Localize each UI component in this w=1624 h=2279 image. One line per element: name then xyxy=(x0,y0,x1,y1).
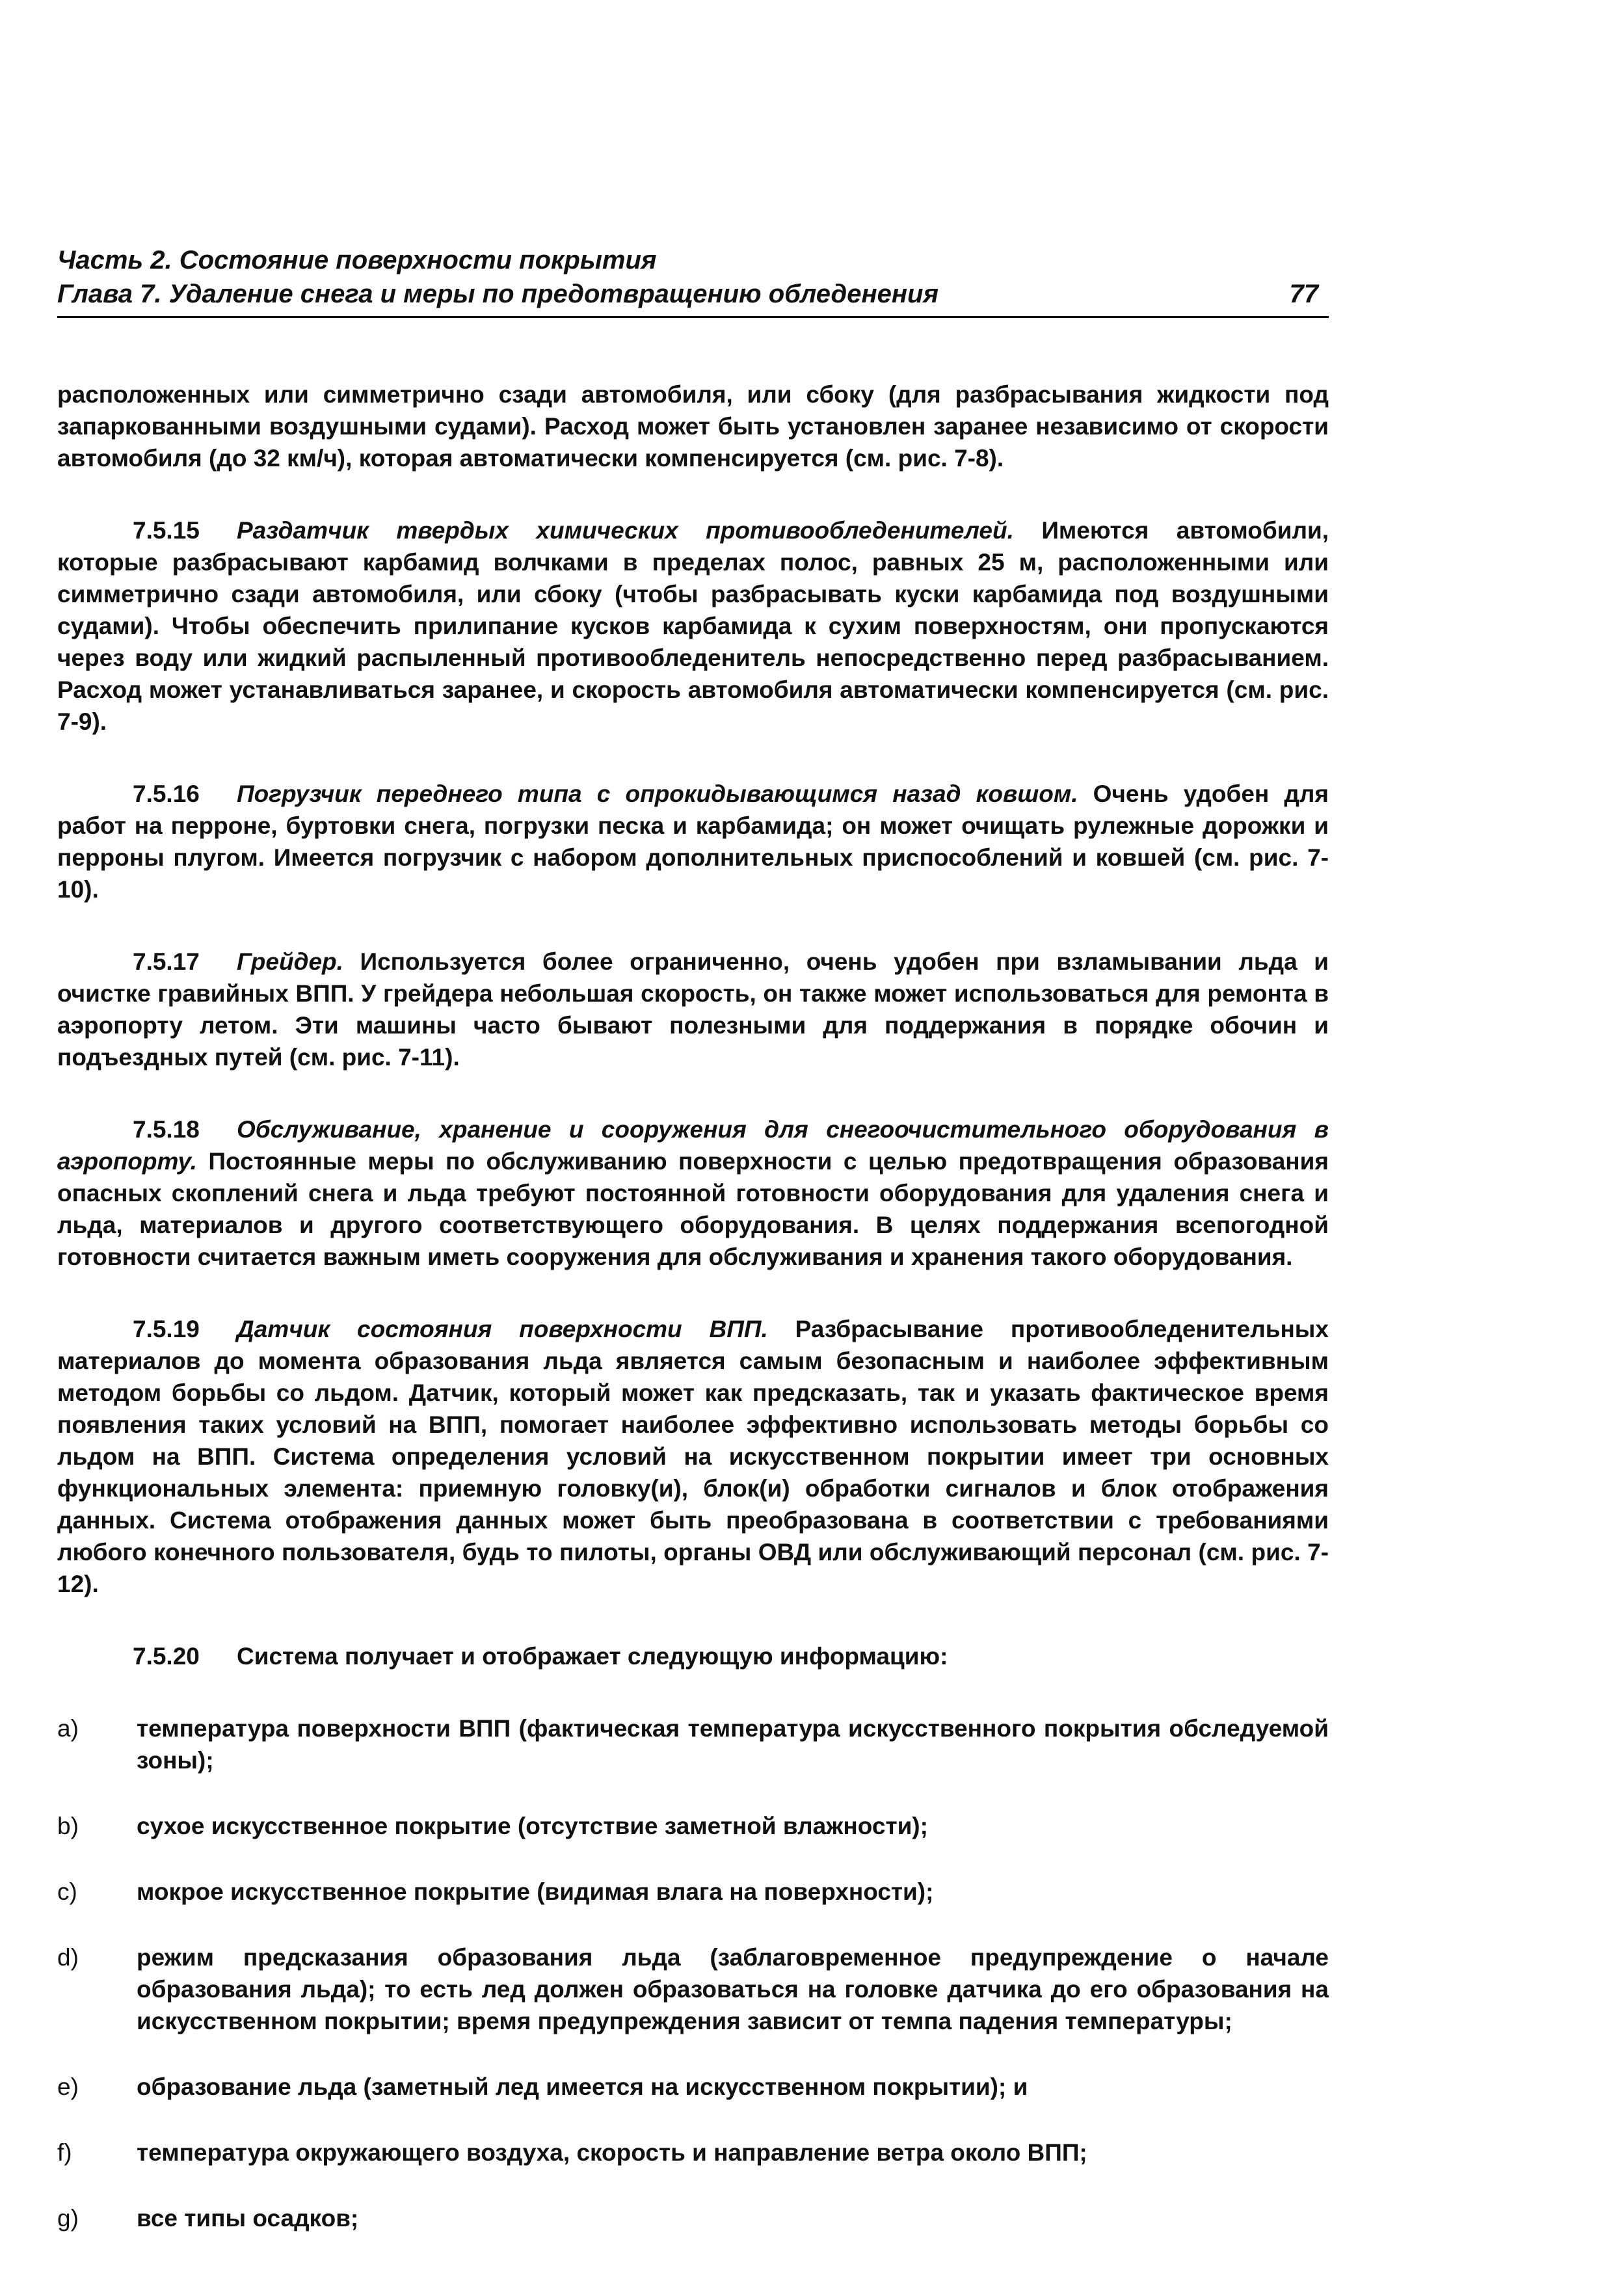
list-item-f xyxy=(57,2137,1329,2168)
paragraph-text: Разбрасывание противообледенительных материалов до момента образования льда является самым безопасным и наиболее эффективным методом борьбы со льдом. Датчик, который может как предсказать, так и указать фактическое время появления таких условий на ВПП, помогает наиболее эффективно использовать методы борьбы со льдом на ВПП. Система определения условий на искусственном покрытии имеет три основных функциональных элемента: приемную головку(и), блок(и) обработки сигналов и блок отображения данных. Система отображения данных может быть преобразована в соответствии с требованиями любого конечного пользователя, будь то пилоты, органы ОВД или обслуживающий персонал (см. рис. 7-12). xyxy=(57,1316,1329,1597)
page-number: 77 xyxy=(1289,280,1318,308)
list-item-a xyxy=(57,1713,1329,1776)
list-item-text: все типы осадков; xyxy=(137,2205,359,2232)
header-chapter-title: Глава 7. Удаление снега и меры по предотвращению обледенения xyxy=(57,280,939,308)
paragraph-number: 7.5.18 xyxy=(133,1116,200,1143)
paragraph-title: Датчик состояния поверхности ВПП. xyxy=(237,1316,768,1342)
paragraph-7-5-19 xyxy=(57,1313,1329,1600)
paragraph-title: Погрузчик переднего типа с опрокидывающимся назад ковшом. xyxy=(237,780,1078,807)
paragraph-text: Имеются автомобили, которые разбрасывают карбамид волчками в пределах полос, равных 25 м, расположенными или симметрично сзади автомобиля, или сбоку (чтобы разбрасывать куски карбамида под воздушными судами). Чтобы обеспечить прилипание кусков карбамида к сухим поверхностям, они пропускаются через воду или жидкий распыленный противообледенитель непосредственно перед разбрасыванием. Расход может устанавливаться заранее, и скорость автомобиля автоматически компенсируется (см. рис. 7-9). xyxy=(57,517,1329,735)
paragraph-number: 7.5.15 xyxy=(133,517,200,544)
paragraph-number: 7.5.20 xyxy=(133,1643,200,1670)
paragraph-text: Используется более ограниченно, очень удобен при взламывании льда и очистке гравийных ВПП. У грейдера небольшая скорость, он также может использоваться для ремонта в аэропорту летом. Эти машины часто бывают полезными для поддержания в порядке обочин и подъездных путей (см. рис. 7-11). xyxy=(57,948,1329,1071)
paragraph-7-5-18 xyxy=(57,1113,1329,1273)
paragraph-7-5-16 xyxy=(57,778,1329,905)
paragraph-text: Система получает и отображает следующую информацию: xyxy=(237,1643,948,1670)
information-list xyxy=(57,1713,1329,2234)
paragraph-7-5-20 xyxy=(57,1640,1329,1672)
list-item-text: сухое искусственное покрытие (отсутствие заметной влажности); xyxy=(137,1813,928,1839)
list-item-b xyxy=(57,1810,1329,1842)
paragraph-number: 7.5.16 xyxy=(133,780,200,807)
list-item-e xyxy=(57,2071,1329,2103)
list-marker: d) xyxy=(57,1944,79,1971)
running-header xyxy=(57,243,1330,311)
paragraph-7-5-15 xyxy=(57,514,1329,738)
document-body xyxy=(57,379,1329,2268)
list-item-c xyxy=(57,1876,1329,1908)
paragraph-number: 7.5.17 xyxy=(133,948,200,975)
list-marker: e) xyxy=(57,2073,79,2100)
list-item-text: мокрое искусственное покрытие (видимая влага на поверхности); xyxy=(137,1878,934,1905)
list-item-text: режим предсказания образования льда (заблаговременное предупреждение о начале образования льда); то есть лед должен образоваться на головке датчика до его образования на искусственном покрытии; время предупреждения зависит от темпа падения температуры; xyxy=(137,1944,1329,2034)
paragraph-title: Грейдер. xyxy=(237,948,343,975)
paragraph-title: Раздатчик твердых химических противообледенителей. xyxy=(237,517,1014,544)
list-marker: b) xyxy=(57,1813,79,1839)
list-item-g xyxy=(57,2202,1329,2234)
list-item-text: температура окружающего воздуха, скорость и направление ветра около ВПП; xyxy=(137,2139,1087,2166)
paragraph-7-5-17 xyxy=(57,946,1329,1073)
paragraph-number: 7.5.19 xyxy=(133,1316,200,1342)
list-marker: g) xyxy=(57,2205,79,2232)
list-marker: a) xyxy=(57,1715,79,1742)
list-item-text: образование льда (заметный лед имеется на искусственном покрытии); и xyxy=(137,2073,1028,2100)
paragraph-text: расположенных или симметрично сзади автомобиля, или сбоку (для разбрасывания жидкости под запаркованными воздушными судами). Расход может быть установлен заранее независимо от скорости автомобиля (до 32 км/ч), которая автоматически компенсируется (см. рис. 7-8). xyxy=(57,381,1329,472)
paragraph-title: Обслуживание, хранение и сооружения для снегоочистительного оборудования в аэропорту. xyxy=(57,1116,1329,1175)
list-item-d xyxy=(57,1941,1329,2037)
list-item-text: температура поверхности ВПП (фактическая температура искусственного покрытия обследуемой зоны); xyxy=(137,1715,1329,1774)
header-part-title: Часть 2. Состояние поверхности покрытия xyxy=(57,246,657,274)
list-marker: f) xyxy=(57,2139,72,2166)
paragraph-text: Очень удобен для работ на перроне, буртовки снега, погрузки песка и карбамида; он может очищать рулежные дорожки и перроны плугом. Имеется погрузчик с набором дополнительных приспособлений и ковшей (см. рис. 7-10). xyxy=(57,780,1329,903)
list-marker: c) xyxy=(57,1878,77,1905)
paragraph-continuation xyxy=(57,379,1329,474)
paragraph-text: Постоянные меры по обслуживанию поверхности с целью предотвращения образования опасных скоплений снега и льда требуют постоянной готовности оборудования для удаления снега и льда, материалов и другого соответствующего оборудования. В целях поддержания всепогодной готовности считается важным иметь сооружения для обслуживания и хранения такого оборудования. xyxy=(57,1148,1329,1270)
header-divider xyxy=(57,316,1329,318)
